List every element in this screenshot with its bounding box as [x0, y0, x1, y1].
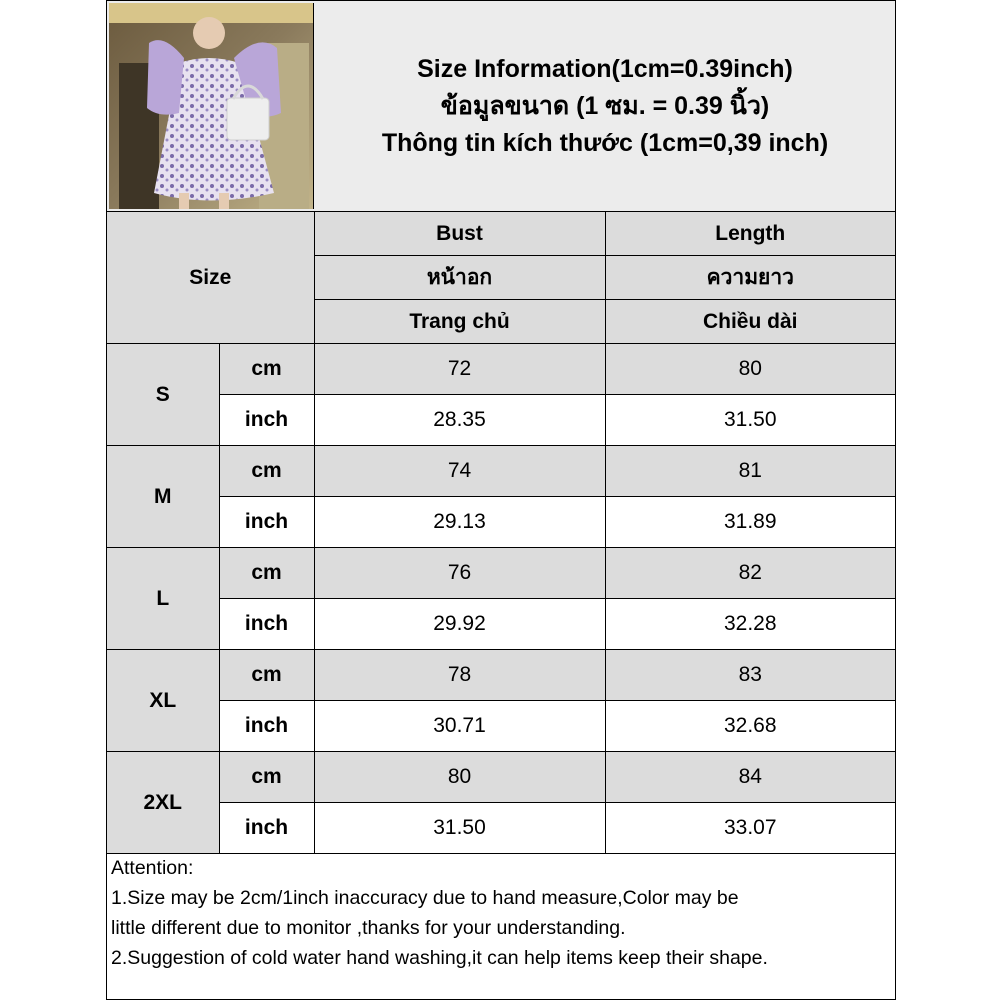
- unit-label: cm: [219, 548, 314, 599]
- unit-label: cm: [219, 650, 314, 701]
- table-row: [107, 701, 895, 752]
- title-english: Size Information(1cm=0.39inch): [417, 54, 793, 83]
- table-row: [107, 395, 895, 446]
- size-label: M: [107, 446, 219, 548]
- length-value: 84: [605, 752, 895, 803]
- table-row: [107, 752, 895, 803]
- bust-value: 28.35: [314, 395, 605, 446]
- bust-value: 78: [314, 650, 605, 701]
- table-row: [107, 446, 895, 497]
- size-info-header: [107, 1, 895, 212]
- bust-value: 31.50: [314, 803, 605, 854]
- bust-value: 29.92: [314, 599, 605, 650]
- length-value: 31.89: [605, 497, 895, 548]
- size-chart-sheet: [106, 0, 896, 1000]
- photo-icon: [109, 3, 313, 209]
- note-line: 2.Suggestion of cold water hand washing,it can help items keep their shape.: [111, 947, 768, 969]
- note-line: 1.Size may be 2cm/1inch inaccuracy due to hand measure,Color may be: [111, 887, 739, 909]
- unit-label: inch: [219, 599, 314, 650]
- unit-label: inch: [219, 395, 314, 446]
- length-value: 82: [605, 548, 895, 599]
- bust-header-en: Bust: [314, 212, 605, 256]
- table-row: [107, 650, 895, 701]
- note-line: little different due to monitor ,thanks for your understanding.: [111, 917, 626, 939]
- bust-value: 74: [314, 446, 605, 497]
- size-table: [107, 212, 895, 854]
- length-value: 83: [605, 650, 895, 701]
- bust-header-th: หน้าอก: [314, 256, 605, 300]
- length-value: 33.07: [605, 803, 895, 854]
- table-row: [107, 803, 895, 854]
- unit-label: inch: [219, 701, 314, 752]
- bust-value: 30.71: [314, 701, 605, 752]
- size-header: Size: [107, 212, 314, 344]
- unit-label: cm: [219, 752, 314, 803]
- size-label: 2XL: [107, 752, 219, 854]
- bust-value: 76: [314, 548, 605, 599]
- table-row: [107, 344, 895, 395]
- title-thai: ข้อมูลขนาด (1 ซม. = 0.39 นิ้ว): [440, 91, 770, 120]
- length-value: 80: [605, 344, 895, 395]
- notes-heading: Attention:: [111, 857, 194, 879]
- length-value: 32.68: [605, 701, 895, 752]
- length-header-th: ความยาว: [605, 256, 895, 300]
- length-header-vi: Chiều dài: [605, 300, 895, 344]
- bust-value: 80: [314, 752, 605, 803]
- unit-label: cm: [219, 446, 314, 497]
- bust-value: 72: [314, 344, 605, 395]
- size-label: XL: [107, 650, 219, 752]
- size-label: L: [107, 548, 219, 650]
- title-vietnamese: Thông tin kích thước (1cm=0,39 inch): [381, 128, 829, 157]
- bust-header-vi: Trang chủ: [314, 300, 605, 344]
- size-label: S: [107, 344, 219, 446]
- table-row: [107, 497, 895, 548]
- length-header-en: Length: [605, 212, 895, 256]
- length-value: 32.28: [605, 599, 895, 650]
- product-photo: [109, 3, 314, 209]
- table-row: [107, 599, 895, 650]
- unit-label: inch: [219, 497, 314, 548]
- table-row: [107, 548, 895, 599]
- attention-notes: [111, 853, 891, 973]
- bust-value: 29.13: [314, 497, 605, 548]
- unit-label: inch: [219, 803, 314, 854]
- unit-label: cm: [219, 344, 314, 395]
- size-info-titles: [315, 1, 895, 211]
- length-value: 81: [605, 446, 895, 497]
- length-value: 31.50: [605, 395, 895, 446]
